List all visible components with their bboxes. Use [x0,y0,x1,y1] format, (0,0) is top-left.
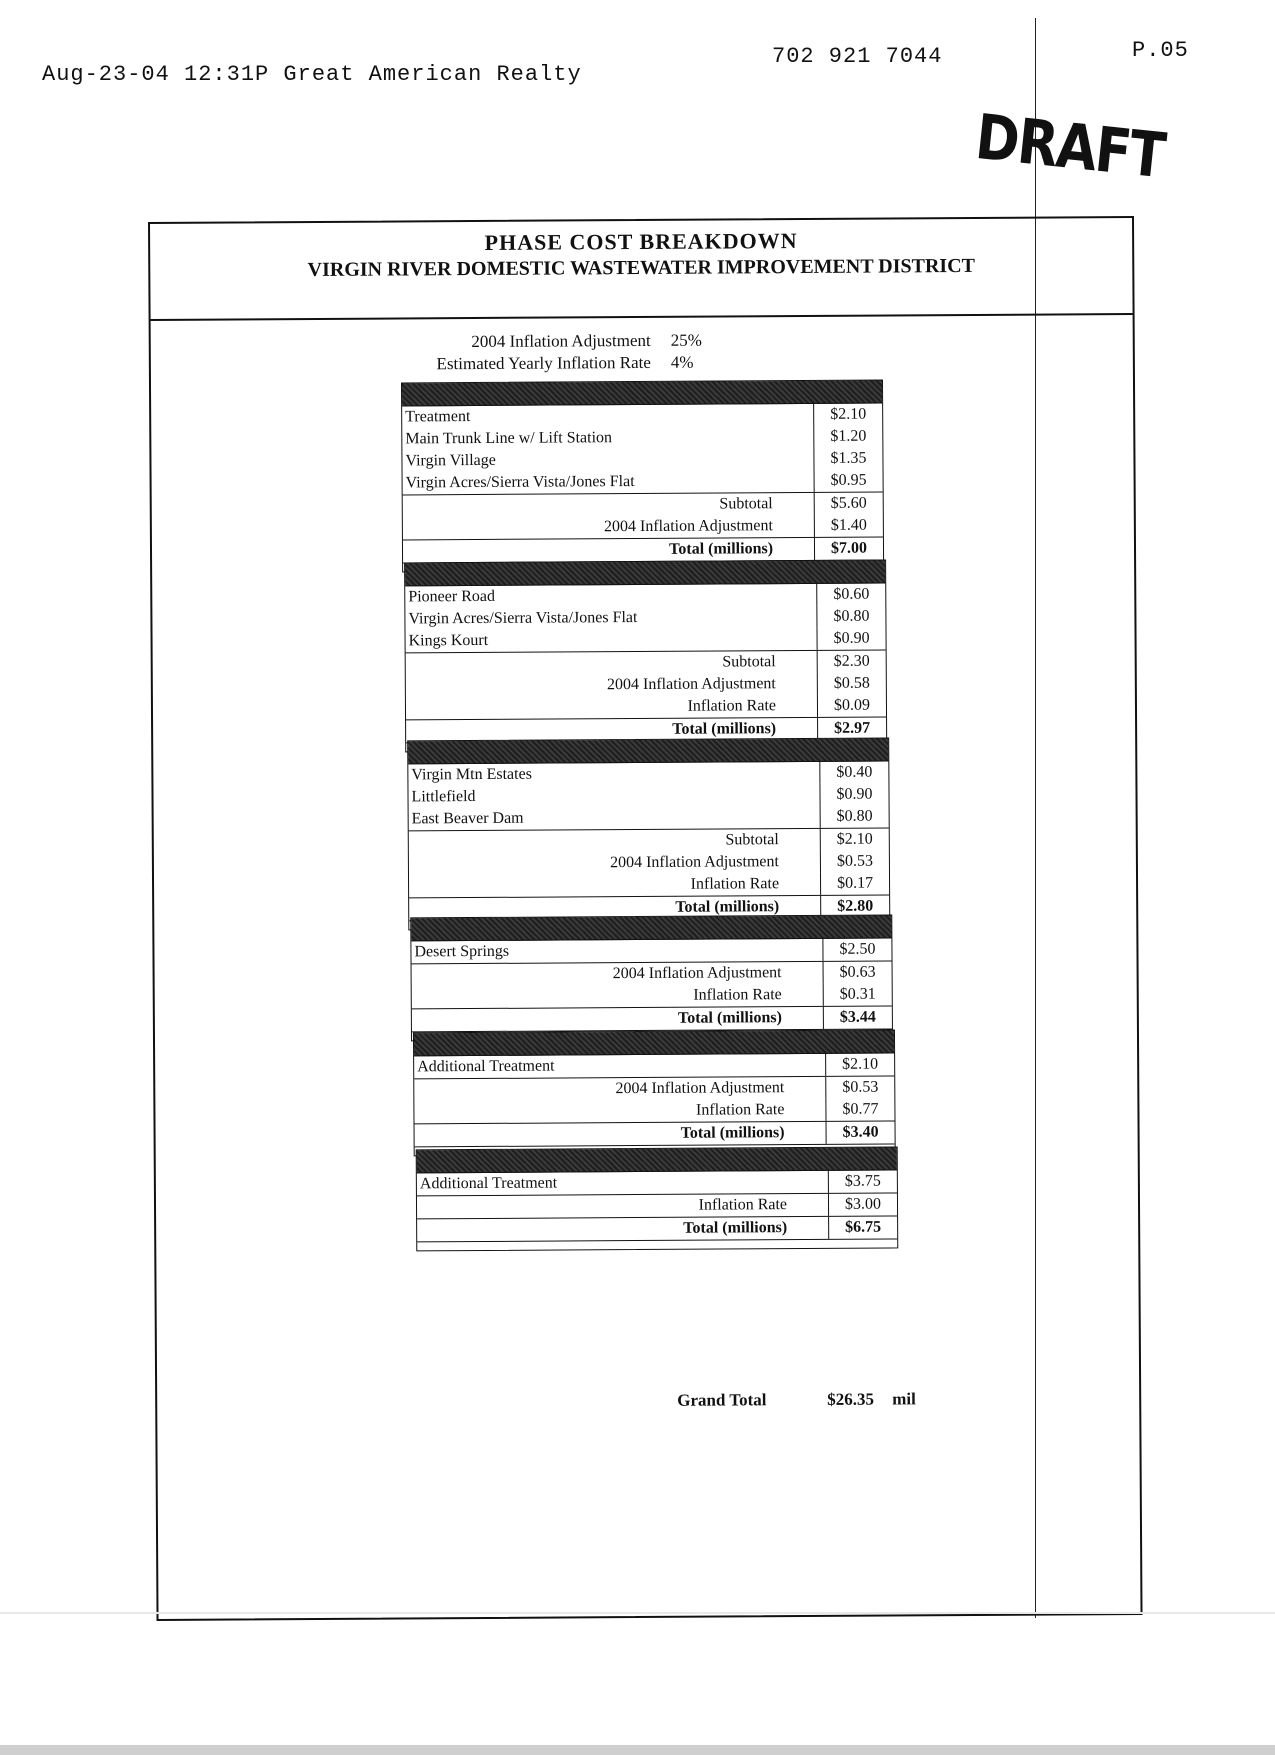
parameters [381,330,741,376]
line-item-row [403,470,883,495]
grand-total-unit: mil [892,1389,916,1409]
total-amount: $7.00 [814,538,883,560]
line-item-label: Virgin Mtn Estates [411,765,532,784]
total-amount: $3.44 [823,1006,892,1028]
summary-label: 2004 Inflation Adjustment [612,964,782,983]
summary-row [412,983,892,1008]
summary-amount: $1.40 [814,515,883,537]
summary-label: Inflation Rate [690,875,780,893]
line-item-amount: $0.80 [816,606,885,628]
phase-table [413,1029,896,1156]
line-item-amount: $0.40 [819,761,888,783]
summary-label: 2004 Inflation Adjustment [603,517,773,536]
summary-row [414,1075,894,1101]
line-item-amount: $0.95 [814,470,883,492]
scan-bottom-band [0,1745,1275,1755]
parameter-value: 25% [670,330,702,350]
line-item-label: East Beaver Dam [411,809,524,828]
line-item-label: Additional Treatment [417,1057,555,1076]
line-item-label: Main Trunk Line w/ Lift Station [405,429,613,448]
document-frame [148,216,1143,1621]
parameter-label: 2004 Inflation Adjustment [471,330,651,352]
summary-label: 2004 Inflation Adjustment [615,1079,785,1098]
summary-amount: $5.60 [814,493,883,515]
phase-table [410,914,893,1041]
line-item-amount: $2.10 [825,1053,894,1075]
grand-total-value: $26.35 [827,1389,875,1409]
phase-header-bar [405,561,885,587]
total-row [403,537,883,563]
total-amount: $2.80 [820,895,889,917]
summary-label: Subtotal [719,495,773,513]
summary-amount: $0.31 [823,983,892,1005]
parameter-row [381,352,741,376]
line-item-label: Additional Treatment [419,1174,558,1193]
summary-amount: $0.09 [817,695,886,717]
line-item-amount: $0.90 [819,783,888,805]
parameter-value: 4% [670,352,694,372]
summary-label: 2004 Inflation Adjustment [606,675,776,694]
total-row [415,1120,895,1146]
line-item-row [402,404,882,429]
line-item-row [414,1053,894,1078]
summary-amount: $0.53 [820,850,889,872]
summary-amount: $0.17 [820,872,889,894]
summary-row [403,515,883,540]
document-subtitle: VIRGIN RIVER DOMESTIC WASTEWATER IMPROVEMENT DISTRICT [307,254,976,282]
line-item-row [408,761,888,786]
line-item-label: Desert Springs [414,942,510,961]
line-item-amount: $3.75 [828,1170,897,1192]
summary-amount: $3.00 [828,1193,897,1215]
phase-header-bar [414,1030,894,1056]
summary-row [409,872,889,897]
line-item-row [408,783,888,808]
summary-row [403,492,883,518]
grand-total-label: Grand Total [677,1390,767,1410]
line-item-row [409,805,889,830]
line-item-row [411,938,891,963]
phase-table [416,1146,899,1251]
phase-table [401,380,884,573]
phase-table [407,737,890,930]
summary-label: Inflation Rate [695,1101,785,1119]
draft-stamp: DRAFT [972,100,1168,193]
line-item-amount: $2.50 [822,938,891,960]
summary-row [406,673,886,698]
page-edge-line [0,1612,1275,1614]
phase-header-bar [402,381,882,407]
line-item-label: Virgin Acres/Sierra Vista/Jones Flat [408,609,638,628]
line-item-amount: $1.20 [813,426,882,448]
line-item-row [417,1170,897,1195]
total-amount: $2.97 [817,718,886,740]
summary-row [412,960,892,986]
summary-row [409,827,889,853]
fax-date-sender: Aug-23-04 12:31P Great American Realty [42,62,582,87]
document-title: PHASE COST BREAKDOWN [484,228,798,255]
total-row [412,1005,892,1031]
line-item-amount: $0.80 [820,805,889,827]
summary-row [406,695,886,720]
total-label: Total (millions) [677,1009,782,1027]
summary-row [409,850,889,875]
summary-label: 2004 Inflation Adjustment [609,853,779,872]
fax-phone: 702 921 7044 [772,44,943,69]
summary-label: Subtotal [722,653,776,671]
total-label: Total (millions) [683,1219,788,1237]
parameter-row [381,330,741,354]
summary-label: Inflation Rate [693,986,782,1004]
fax-header [42,38,1222,87]
total-label: Total (millions) [672,720,777,738]
summary-label: Subtotal [725,831,779,849]
line-item-amount: $2.10 [813,404,882,426]
line-item-row [405,584,885,609]
summary-amount: $2.10 [820,828,889,850]
phase-header-bar [417,1147,897,1173]
summary-row [406,650,886,676]
phase-header-bar [408,738,888,764]
line-item-amount: $1.35 [813,448,882,470]
total-label: Total (millions) [675,898,780,916]
summary-amount: $0.58 [817,673,886,695]
line-item-row [405,606,885,631]
summary-amount: $0.63 [823,961,892,983]
summary-row [417,1192,897,1218]
line-item-amount: $0.60 [816,584,885,606]
line-item-label: Littlefield [411,788,476,806]
summary-amount: $0.77 [825,1098,894,1120]
line-item-amount: $0.90 [816,628,885,650]
fax-page-number: P.05 [1132,38,1189,63]
line-item-row [402,426,882,451]
line-item-row [402,448,882,473]
line-item-label: Pioneer Road [408,587,496,606]
summary-amount: $0.53 [825,1076,894,1098]
line-item-label: Virgin Acres/Sierra Vista/Jones Flat [405,473,635,492]
summary-row [414,1098,894,1123]
line-item-label: Treatment [405,408,471,426]
summary-label: Inflation Rate [687,697,777,715]
total-row [417,1215,897,1241]
total-label: Total (millions) [669,540,774,558]
line-item-label: Kings Kourt [408,631,489,650]
total-amount: $3.40 [826,1121,895,1143]
total-amount: $6.75 [828,1216,897,1238]
phase-header-bar [411,915,891,941]
summary-amount: $2.30 [817,651,886,673]
parameter-label: Estimated Yearly Inflation Rate [436,352,651,374]
line-item-label: Virgin Village [405,451,496,470]
total-label: Total (millions) [680,1124,785,1142]
line-item-row [405,628,885,653]
phase-table [404,559,887,752]
summary-label: Inflation Rate [698,1196,788,1214]
title-box [150,218,1133,321]
